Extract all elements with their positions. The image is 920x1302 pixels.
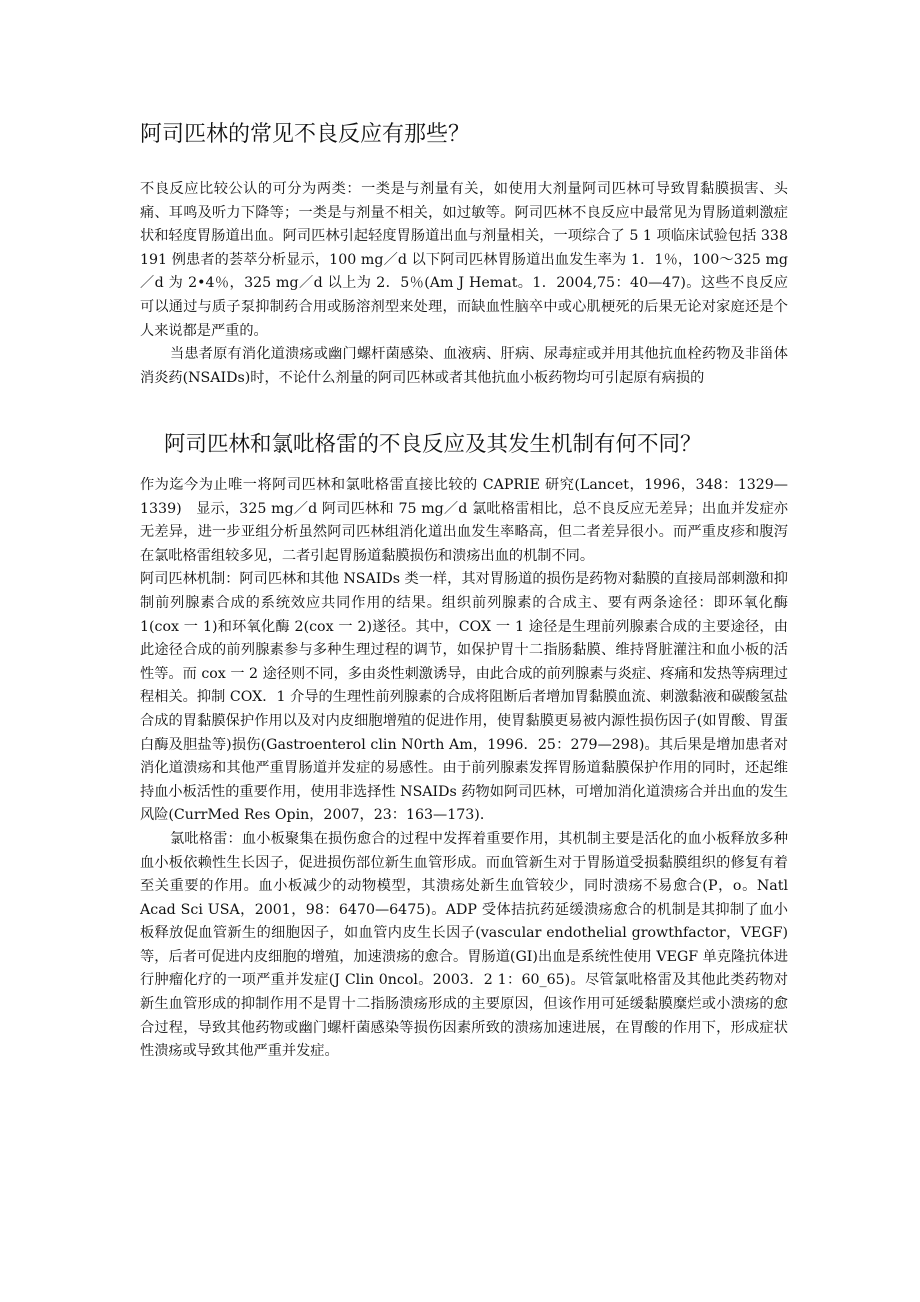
paragraph-caprie-study: 作为迄今为止唯一将阿司匹林和氯吡格雷直接比较的 CAPRIE 研究(Lancet，1996，348：1329—1339) 显示，325 mg／d 阿司匹林和 75 mg／d 氯吡格雷相比，总不良反应无差异；出血并发症亦无差异，进一步亚组分析虽然阿司匹林组消化道出血发生率略高，但二者差异很小。而严重皮疹和腹泻在氯吡格雷组较多见，二者引起胃肠道黏膜损伤和溃疡出血的机制不同。 [140,477,788,564]
paragraph-aspirin-mechanism: 阿司匹林机制：阿司匹林和其他 NSAIDs 类一样，其对胃肠道的损伤是药物对黏膜的直接局部刺激和抑制前列腺素合成的系统效应共同作用的结果。组织前列腺素的合成主、要有两条途径：即环氧化酶 1(cox 一 1)和环氧化酶 2(cox 一 2)遂径。其中，COX 一 1 途径是生理前列腺素合成的主要途径，由此途径合成的前列腺素参与多种生理过程的调节，如保护胃十二指肠黏膜、维持肾脏灌注和血小板的活性等。而 cox 一 2 途径则不同，多由炎性刺激诱导，由此合成的前列腺素与炎症、疼痛和发热等病理过程相关。抑制 COX．1 介导的生理性前列腺素的合成将阻断后者增加胃黏膜血流、刺激黏液和碳酸氢盐合成的胃黏膜保护作用以及对内皮细胞增殖的促进作用，使胃黏膜更易被内源性损伤因子(如胃酸、胃蛋白酶及胆盐等)损伤(Gastroenterol clin N0rth Am，1996．25：279—298)。其后果是增加患者对消化道溃疡和其他严重胃肠道并发症的易感性。由于前列腺素发挥胃肠道黏膜保护作用的同时，还起维持血小板活性的重要作用，使用非选择性 NSAIDs 药物如阿司匹林，可增加消化道溃疡合并出血的发生风险(CurrMed Res Opin，2007，23：163—173)． [140,571,788,824]
heading-aspirin-adverse-reactions: 阿司匹林的常见不良反应有那些？ [140,122,471,147]
paragraph-preexisting-conditions: 当患者原有消化道溃疡或幽门螺杆菌感染、血液病、肝病、尿毒症或并用其他抗血栓药物及非甾体消炎药(NSAIDs)时，不论什么剂量的阿司匹林或者其他抗血小板药物均可引起原有病损的 [140,346,788,386]
heading-aspirin-vs-clopidogrel: 阿司匹林和氯吡格雷的不良反应及其发生机制有何不同？ [164,432,702,457]
section-aspirin-adverse-reactions [140,178,788,390]
paragraph-common-adverse-reactions: 不良反应比较公认的可分为两类：一类是与剂量有关，如使用大剂量阿司匹林可导致胃黏膜损害、头痛、耳鸣及听力下降等；一类是与剂量不相关，如过敏等。阿司匹林不良反应中最常见为胃肠道刺激症状和轻度胃肠道出血。阿司匹林引起轻度胃肠道出血与剂量相关，一项综合了 5 1 项临床试验包括 338 191 例患者的荟萃分析显示，100 mg／d 以下阿司匹林胃肠道出血发生率为 1．1％，100～325 mg／d 为 2•4％，325 mg／d 以上为 2．5％(Am J Hemat。1．2004,75：40—47)。这些不良反应可以通过与质子泵抑制药合用或肠溶剂型来处理，而缺血性脑卒中或心肌梗死的后果无论对家庭还是个人来说都是严重的。 [140,181,788,339]
section-mechanism-comparison [140,474,788,1064]
paragraph-clopidogrel-mechanism: 氯吡格雷：血小板聚集在损伤愈合的过程中发挥着重要作用，其机制主要是活化的血小板释放多种血小板依赖性生长因子，促进损伤部位新生血管形成。而血管新生对于胃肠道受损黏膜组织的修复有着至关重要的作用。血小板减少的动物模型，其溃疡处新生血管较少，同时溃疡不易愈合(P，o。Natl Acad Sci USA，2001，98：6470—6475)。ADP 受体拮抗药延缓溃疡愈合的机制是其抑制了血小板释放促血管新生的细胞因子，如血管内皮生长因子(vascular endothelial growthfactor，VEGF)等，后者可促进内皮细胞的增殖，加速溃疡的愈合。胃肠道(GI)出血是系统性使用 VEGF 单克隆抗体进行肿瘤化疗的一项严重并发症(J Clin 0ncol。2003．2 1：60_65)。尽管氯吡格雷及其他此类药物对新生血管形成的抑制作用不是胃十二指肠溃疡形成的主要原因，但该作用可延缓黏膜糜烂或小溃疡的愈合过程，导致其他药物或幽门螺杆菌感染等损伤因素所致的溃疡加速进展，在胃酸的作用下，形成症状性溃疡或导致其他严重并发症。 [140,830,788,1060]
